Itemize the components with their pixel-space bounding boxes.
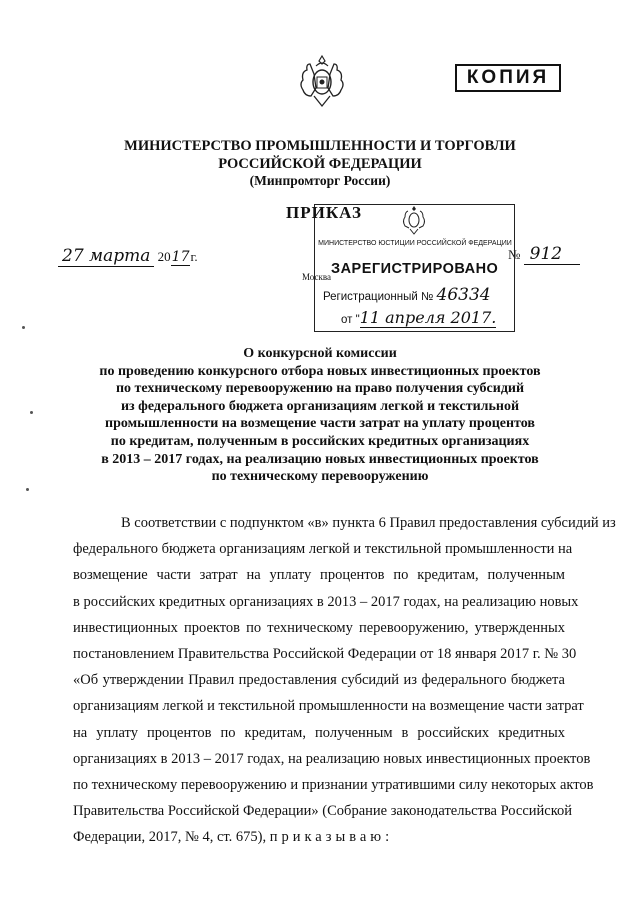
justice-emblem-icon xyxy=(401,205,427,235)
body-line: постановлением Правительства Российской Федерации от 18 января 2017 г. № 30 xyxy=(73,646,577,663)
registration-date-value: 11 апреля 2017. xyxy=(359,308,497,327)
registration-status: ЗАРЕГИСТРИРОВАНО xyxy=(331,261,499,277)
scan-speck xyxy=(30,411,33,414)
registration-number-row xyxy=(323,285,491,305)
heading-line: по кредитам, полученным в российских кредитных организациях xyxy=(110,433,530,449)
heading-line: из федерального бюджета организациям легкой и текстильной xyxy=(120,398,520,414)
order-year-handwritten: 17 xyxy=(171,249,190,265)
heading-line: промышленности на возмещение части затрат на уплату процентов xyxy=(105,416,535,432)
body-last-line xyxy=(73,824,565,850)
copy-stamp: КОПИЯ xyxy=(455,64,561,92)
body-line: организациям легкой и текстильной промышленности на возмещение части затрат xyxy=(73,698,584,715)
order-date xyxy=(58,246,198,266)
order-command: приказываю: xyxy=(269,829,394,846)
order-body-paragraph xyxy=(73,510,616,851)
order-city: Москва xyxy=(302,272,331,282)
registration-ministry: МИНИСТЕРСТВО ЮСТИЦИИ РОССИЙСКОЙ ФЕДЕРАЦИИ xyxy=(318,240,512,247)
body-line: по техническому перевооружению и признании утратившими силу некоторых актов xyxy=(73,777,594,794)
order-number xyxy=(508,244,580,264)
scan-speck xyxy=(22,326,25,329)
registration-number-value: 46334 xyxy=(436,285,491,305)
registration-date-row xyxy=(341,308,496,327)
heading-line: О конкурсной комиссии xyxy=(243,346,397,361)
registration-number-label: Регистрационный № xyxy=(323,291,434,303)
state-emblem-icon xyxy=(296,52,348,110)
body-line: в российских кредитных организациях в 2013 – 2017 годах, на реализацию новых xyxy=(73,593,579,610)
heading-line: по проведению конкурсного отбора новых инвестиционных проектов xyxy=(99,363,541,379)
ministry-name-line2: РОССИЙСКОЙ ФЕДЕРАЦИИ xyxy=(218,156,422,172)
body-line: инвестиционных проектов по техническому перевооружению, утвержденных xyxy=(73,619,565,636)
order-heading xyxy=(60,345,580,486)
body-line: В соответствии с подпунктом «в» пункта 6 Правил предоставления субсидий из xyxy=(121,515,616,531)
ministry-name-line1: МИНИСТЕРСТВО ПРОМЫШЛЕННОСТИ И ТОРГОВЛИ xyxy=(124,138,516,154)
registration-stamp xyxy=(314,204,515,332)
ministry-short-name: (Минпромторг России) xyxy=(249,173,391,188)
order-title: ПРИКАЗ xyxy=(286,203,362,222)
body-line: федерального бюджета организациям легкой и текстильной промышленности на xyxy=(73,541,573,558)
order-year-suffix: г. xyxy=(190,249,198,264)
body-line: возмещение части затрат на уплату процентов по кредитам, полученным xyxy=(73,567,565,584)
scan-speck xyxy=(26,488,29,491)
heading-line: по техническому перевооружению на право получения субсидий xyxy=(115,381,525,397)
body-last-line-text: Федерации, 2017, № 4, ст. 675), xyxy=(73,829,270,846)
body-line: «Об утверждении Правил предоставления субсидий из федерального бюджета xyxy=(73,672,565,689)
order-date-handwritten: 27 марта xyxy=(58,246,154,267)
order-number-handwritten: 912 xyxy=(524,244,580,265)
registration-date-label: от " xyxy=(341,314,360,326)
order-number-sign: № xyxy=(508,247,521,262)
order-year-prefix: 20 xyxy=(157,249,171,264)
body-line: организациях в 2013 – 2017 годах, на реализацию новых инвестиционных проектов xyxy=(73,750,591,767)
body-line: Правительства Российской Федерации» (Собрание законодательства Российской xyxy=(73,803,573,820)
heading-line: в 2013 – 2017 годах, на реализацию новых инвестиционных проектов xyxy=(101,451,539,467)
body-line: на уплату процентов по кредитам, полученным в российских кредитных xyxy=(73,724,565,741)
heading-line: по техническому перевооружению xyxy=(211,469,429,485)
